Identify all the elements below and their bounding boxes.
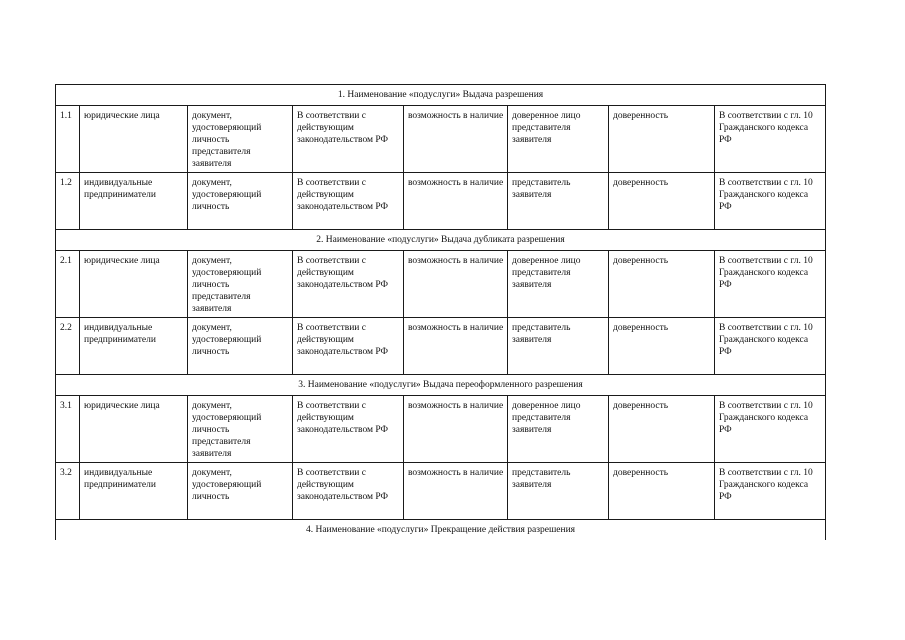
row-number: 3.1 (56, 396, 80, 463)
identity-document: документ, удостоверяющий личность (188, 318, 293, 375)
authority-requirements: В соответствии с гл. 10 Гражданского кодекса РФ (715, 106, 826, 173)
table-row (56, 251, 826, 318)
row-number: 2.2 (56, 318, 80, 375)
authority-document: доверенность (609, 173, 715, 230)
representation-possibility: возможность в наличие (404, 173, 508, 230)
section-header-row (56, 520, 826, 541)
authority-requirements: В соответствии с гл. 10 Гражданского кодекса РФ (715, 173, 826, 230)
section-header-row (56, 85, 826, 106)
document-requirement: В соответствии с действующим законодательством РФ (293, 106, 404, 173)
applicant-category: индивидуальные предприниматели (80, 318, 188, 375)
applicant-category: юридические лица (80, 251, 188, 318)
section-header-row (56, 230, 826, 251)
representation-possibility: возможность в наличие (404, 396, 508, 463)
authority-requirements: В соответствии с гл. 10 Гражданского кодекса РФ (715, 463, 826, 520)
identity-document: документ, удостоверяющий личность (188, 173, 293, 230)
representation-possibility: возможность в наличие (404, 318, 508, 375)
applicant-category: индивидуальные предприниматели (80, 173, 188, 230)
scan-artifact (620, 554, 640, 556)
table-row (56, 318, 826, 375)
row-number: 2.1 (56, 251, 80, 318)
table-row (56, 173, 826, 230)
table-row (56, 463, 826, 520)
authority-document: доверенность (609, 318, 715, 375)
authorized-persons: представитель заявителя (508, 318, 609, 375)
authorized-persons: доверенное лицо представителя заявителя (508, 396, 609, 463)
authorized-persons: доверенное лицо представителя заявителя (508, 251, 609, 318)
authority-document: доверенность (609, 106, 715, 173)
authorized-persons: представитель заявителя (508, 173, 609, 230)
authorized-persons: представитель заявителя (508, 463, 609, 520)
row-number: 3.2 (56, 463, 80, 520)
applicant-category: индивидуальные предприниматели (80, 463, 188, 520)
document-requirement: В соответствии с действующим законодательством РФ (293, 463, 404, 520)
identity-document: документ, удостоверяющий личность представителя заявителя (188, 106, 293, 173)
representation-possibility: возможность в наличие (404, 106, 508, 173)
table-row (56, 106, 826, 173)
representation-possibility: возможность в наличие (404, 251, 508, 318)
applicants-table (55, 84, 826, 540)
section-title: 2. Наименование «подуслуги» Выдача дубликата разрешения (56, 230, 826, 251)
authorized-persons: доверенное лицо представителя заявителя (508, 106, 609, 173)
representation-possibility: возможность в наличие (404, 463, 508, 520)
document-requirement: В соответствии с действующим законодательством РФ (293, 251, 404, 318)
row-number: 1.1 (56, 106, 80, 173)
scan-artifact (92, 554, 122, 556)
applicant-category: юридические лица (80, 106, 188, 173)
section-title: 4. Наименование «подуслуги» Прекращение действия разрешения (56, 520, 826, 541)
authority-requirements: В соответствии с гл. 10 Гражданского кодекса РФ (715, 396, 826, 463)
authority-requirements: В соответствии с гл. 10 Гражданского кодекса РФ (715, 251, 826, 318)
identity-document: документ, удостоверяющий личность представителя заявителя (188, 251, 293, 318)
section-title: 3. Наименование «подуслуги» Выдача переоформленного разрешения (56, 375, 826, 396)
row-number: 1.2 (56, 173, 80, 230)
authority-document: доверенность (609, 251, 715, 318)
document-requirement: В соответствии с действующим законодательством РФ (293, 318, 404, 375)
section-title: 1. Наименование «подуслуги» Выдача разрешения (56, 85, 826, 106)
identity-document: документ, удостоверяющий личность (188, 463, 293, 520)
document-requirement: В соответствии с действующим законодательством РФ (293, 173, 404, 230)
section-header-row (56, 375, 826, 396)
identity-document: документ, удостоверяющий личность представителя заявителя (188, 396, 293, 463)
table-row (56, 396, 826, 463)
authority-document: доверенность (609, 396, 715, 463)
authority-document: доверенность (609, 463, 715, 520)
authority-requirements: В соответствии с гл. 10 Гражданского кодекса РФ (715, 318, 826, 375)
applicant-category: юридические лица (80, 396, 188, 463)
document-requirement: В соответствии с действующим законодательством РФ (293, 396, 404, 463)
